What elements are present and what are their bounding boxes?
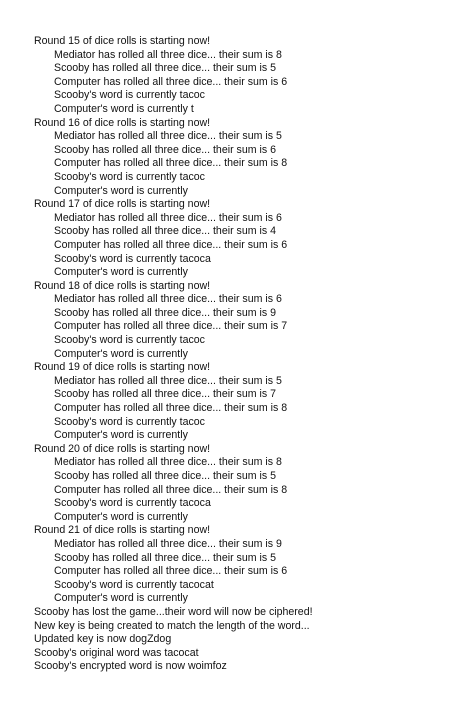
output-line: Round 16 of dice rolls is starting now! (34, 116, 211, 129)
output-line-indented: Scooby's word is currently tacoc (54, 334, 205, 347)
output-line: Round 21 of dice rolls is starting now! (34, 524, 211, 537)
output-line: Scooby has lost the game...their word will now be ciphered! (34, 605, 313, 618)
output-line: Round 20 of dice rolls is starting now! (34, 442, 211, 455)
output-line-indented: Computer has rolled all three dice... their sum is 8 (54, 157, 288, 170)
output-line-indented: Scooby's word is currently tacoc (54, 170, 205, 183)
output-line-indented: Scooby has rolled all three dice... their sum is 7 (54, 388, 276, 401)
output-line-indented: Computer's word is currently (54, 510, 188, 523)
output-line-indented: Scooby's word is currently tacoc (54, 415, 205, 428)
output-line-indented: Computer has rolled all three dice... their sum is 8 (54, 483, 288, 496)
output-line: Round 19 of dice rolls is starting now! (34, 361, 211, 374)
output-line-indented: Mediator has rolled all three dice... their sum is 8 (54, 456, 282, 469)
output-line: New key is being created to match the length of the word... (34, 619, 310, 632)
output-line-indented: Mediator has rolled all three dice... their sum is 5 (54, 374, 282, 387)
output-line-indented: Computer has rolled all three dice... their sum is 6 (54, 565, 288, 578)
output-line: Round 15 of dice rolls is starting now! (34, 35, 211, 47)
output-line-indented: Scooby has rolled all three dice... their sum is 4 (54, 225, 276, 238)
output-line-indented: Computer's word is currently (54, 266, 188, 279)
output-line-indented: Computer's word is currently (54, 347, 188, 360)
output-line-indented: Scooby has rolled all three dice... their sum is 5 (54, 62, 276, 75)
output-line-indented: Mediator has rolled all three dice... their sum is 6 (54, 293, 282, 306)
output-line-indented: Scooby's word is currently tacoc (54, 89, 205, 102)
output-line-indented: Mediator has rolled all three dice... their sum is 8 (54, 48, 282, 61)
output-line-indented: Scooby's word is currently tacoca (54, 252, 211, 265)
output-line: Round 18 of dice rolls is starting now! (34, 279, 211, 292)
output-line-indented: Scooby's word is currently tacocat (54, 578, 214, 591)
output-line-indented: Computer has rolled all three dice... their sum is 6 (54, 238, 288, 251)
output-line-indented: Computer's word is currently (54, 592, 188, 605)
output-line-indented: Mediator has rolled all three dice... their sum is 6 (54, 211, 282, 224)
output-line-indented: Scooby has rolled all three dice... their sum is 5 (54, 551, 276, 564)
output-line-indented: Computer's word is currently (54, 429, 188, 442)
output-line-indented: Computer has rolled all three dice... their sum is 7 (54, 320, 288, 333)
output-line-indented: Scooby has rolled all three dice... their sum is 6 (54, 143, 276, 156)
output-line-indented: Scooby has rolled all three dice... their sum is 5 (54, 470, 276, 482)
output-line: Scooby's encrypted word is now woimfoz (34, 660, 227, 673)
output-line-indented: Scooby has rolled all three dice... their sum is 9 (54, 306, 276, 319)
output-line: Round 17 of dice rolls is starting now! (34, 198, 211, 211)
console-output (34, 35, 464, 674)
output-line: Scooby's original word was tacocat (34, 646, 199, 659)
output-line-indented: Computer's word is currently t (54, 102, 194, 115)
output-line-indented: Computer has rolled all three dice... their sum is 6 (54, 75, 288, 88)
output-line-indented: Mediator has rolled all three dice... their sum is 9 (54, 537, 282, 550)
output-line: Updated key is now dogZdog (34, 633, 172, 646)
output-line-indented: Computer has rolled all three dice... their sum is 8 (54, 402, 288, 415)
output-line-indented: Mediator has rolled all three dice... their sum is 5 (54, 130, 282, 143)
output-line-indented: Computer's word is currently (54, 184, 188, 197)
output-line-indented: Scooby's word is currently tacoca (54, 497, 211, 510)
